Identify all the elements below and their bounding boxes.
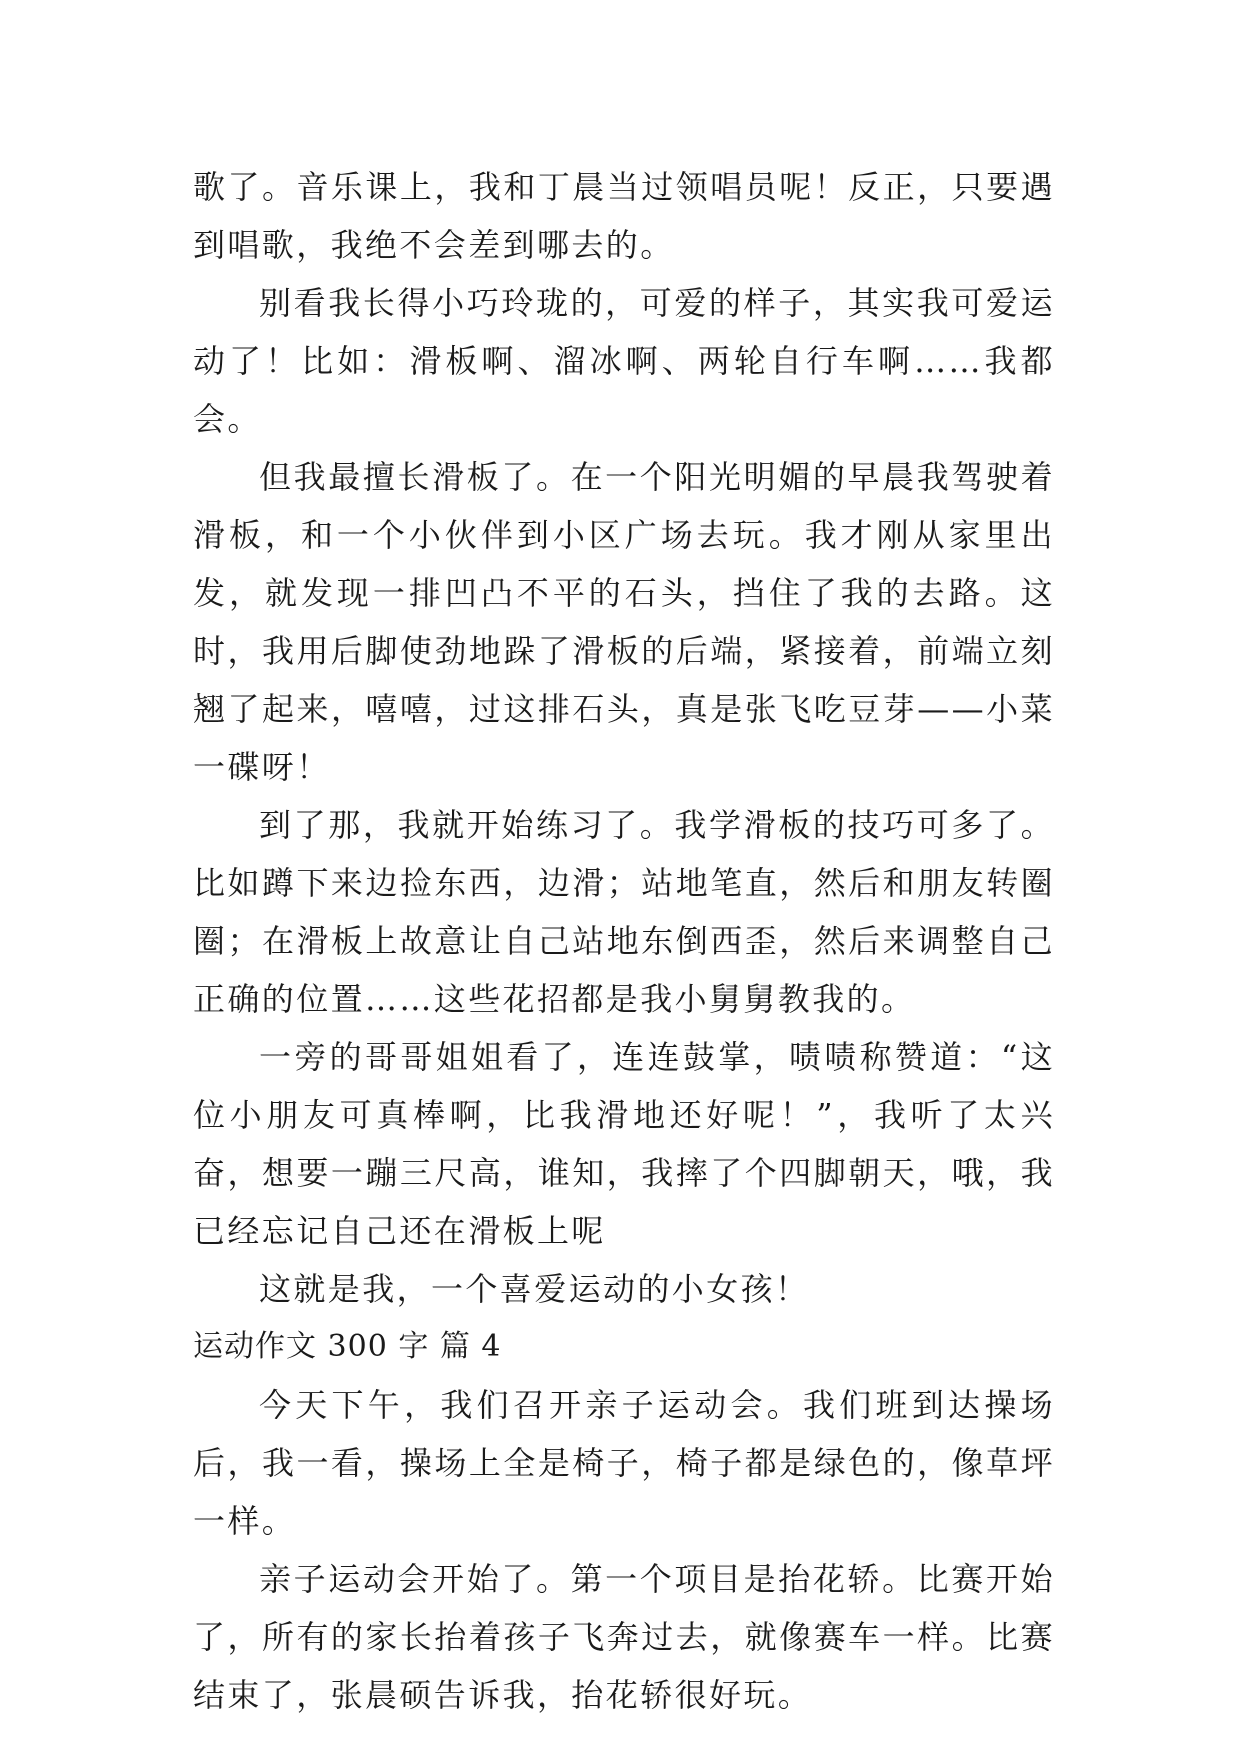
paragraph-8: 亲子运动会开始了。第一个项目是抬花轿。比赛开始了，所有的家长抬着孩子飞奔过去，就像赛车一样。比赛结束了，张晨硕告诉我，抬花轿很好玩。 (193, 1560, 1055, 1714)
document-body (193, 158, 1055, 1724)
paragraph-7: 今天下午，我们召开亲子运动会。我们班到达操场后，我一看，操场上全是椅子，椅子都是绿色的，像草坪一样。 (193, 1386, 1055, 1540)
paragraph-1: 歌了。音乐课上，我和丁晨当过领唱员呢！反正，只要遇到唱歌，我绝不会差到哪去的。 (193, 168, 1055, 264)
section-heading: 运动作文 300 字 篇 4 (193, 1329, 502, 1364)
paragraph-3: 但我最擅长滑板了。在一个阳光明媚的早晨我驾驶着滑板，和一个小伙伴到小区广场去玩。我才刚从家里出发，就发现一排凹凸不平的石头，挡住了我的去路。这时，我用后脚使劲地跺了滑板的后端，紧接着，前端立刻翘了起来，嘻嘻，过这排石头，真是张飞吃豆芽——小菜一碟呀！ (193, 458, 1055, 786)
paragraph-2: 别看我长得小巧玲珑的，可爱的样子，其实我可爱运动了！比如：滑板啊、溜冰啊、两轮自行车啊……我都会。 (193, 284, 1055, 438)
paragraph-4: 到了那，我就开始练习了。我学滑板的技巧可多了。比如蹲下来边捡东西，边滑；站地笔直，然后和朋友转圈圈；在滑板上故意让自己站地东倒西歪，然后来调整自己正确的位置……这些花招都是我小舅舅教我的。 (193, 806, 1055, 1018)
paragraph-5: 一旁的哥哥姐姐看了，连连鼓掌，啧啧称赞道：“这位小朋友可真棒啊，比我滑地还好呢！”，我听了太兴奋，想要一蹦三尺高，谁知，我摔了个四脚朝天，哦，我已经忘记自己还在滑板上呢 (193, 1038, 1055, 1250)
paragraph-6: 这就是我，一个喜爱运动的小女孩！ (259, 1270, 810, 1308)
